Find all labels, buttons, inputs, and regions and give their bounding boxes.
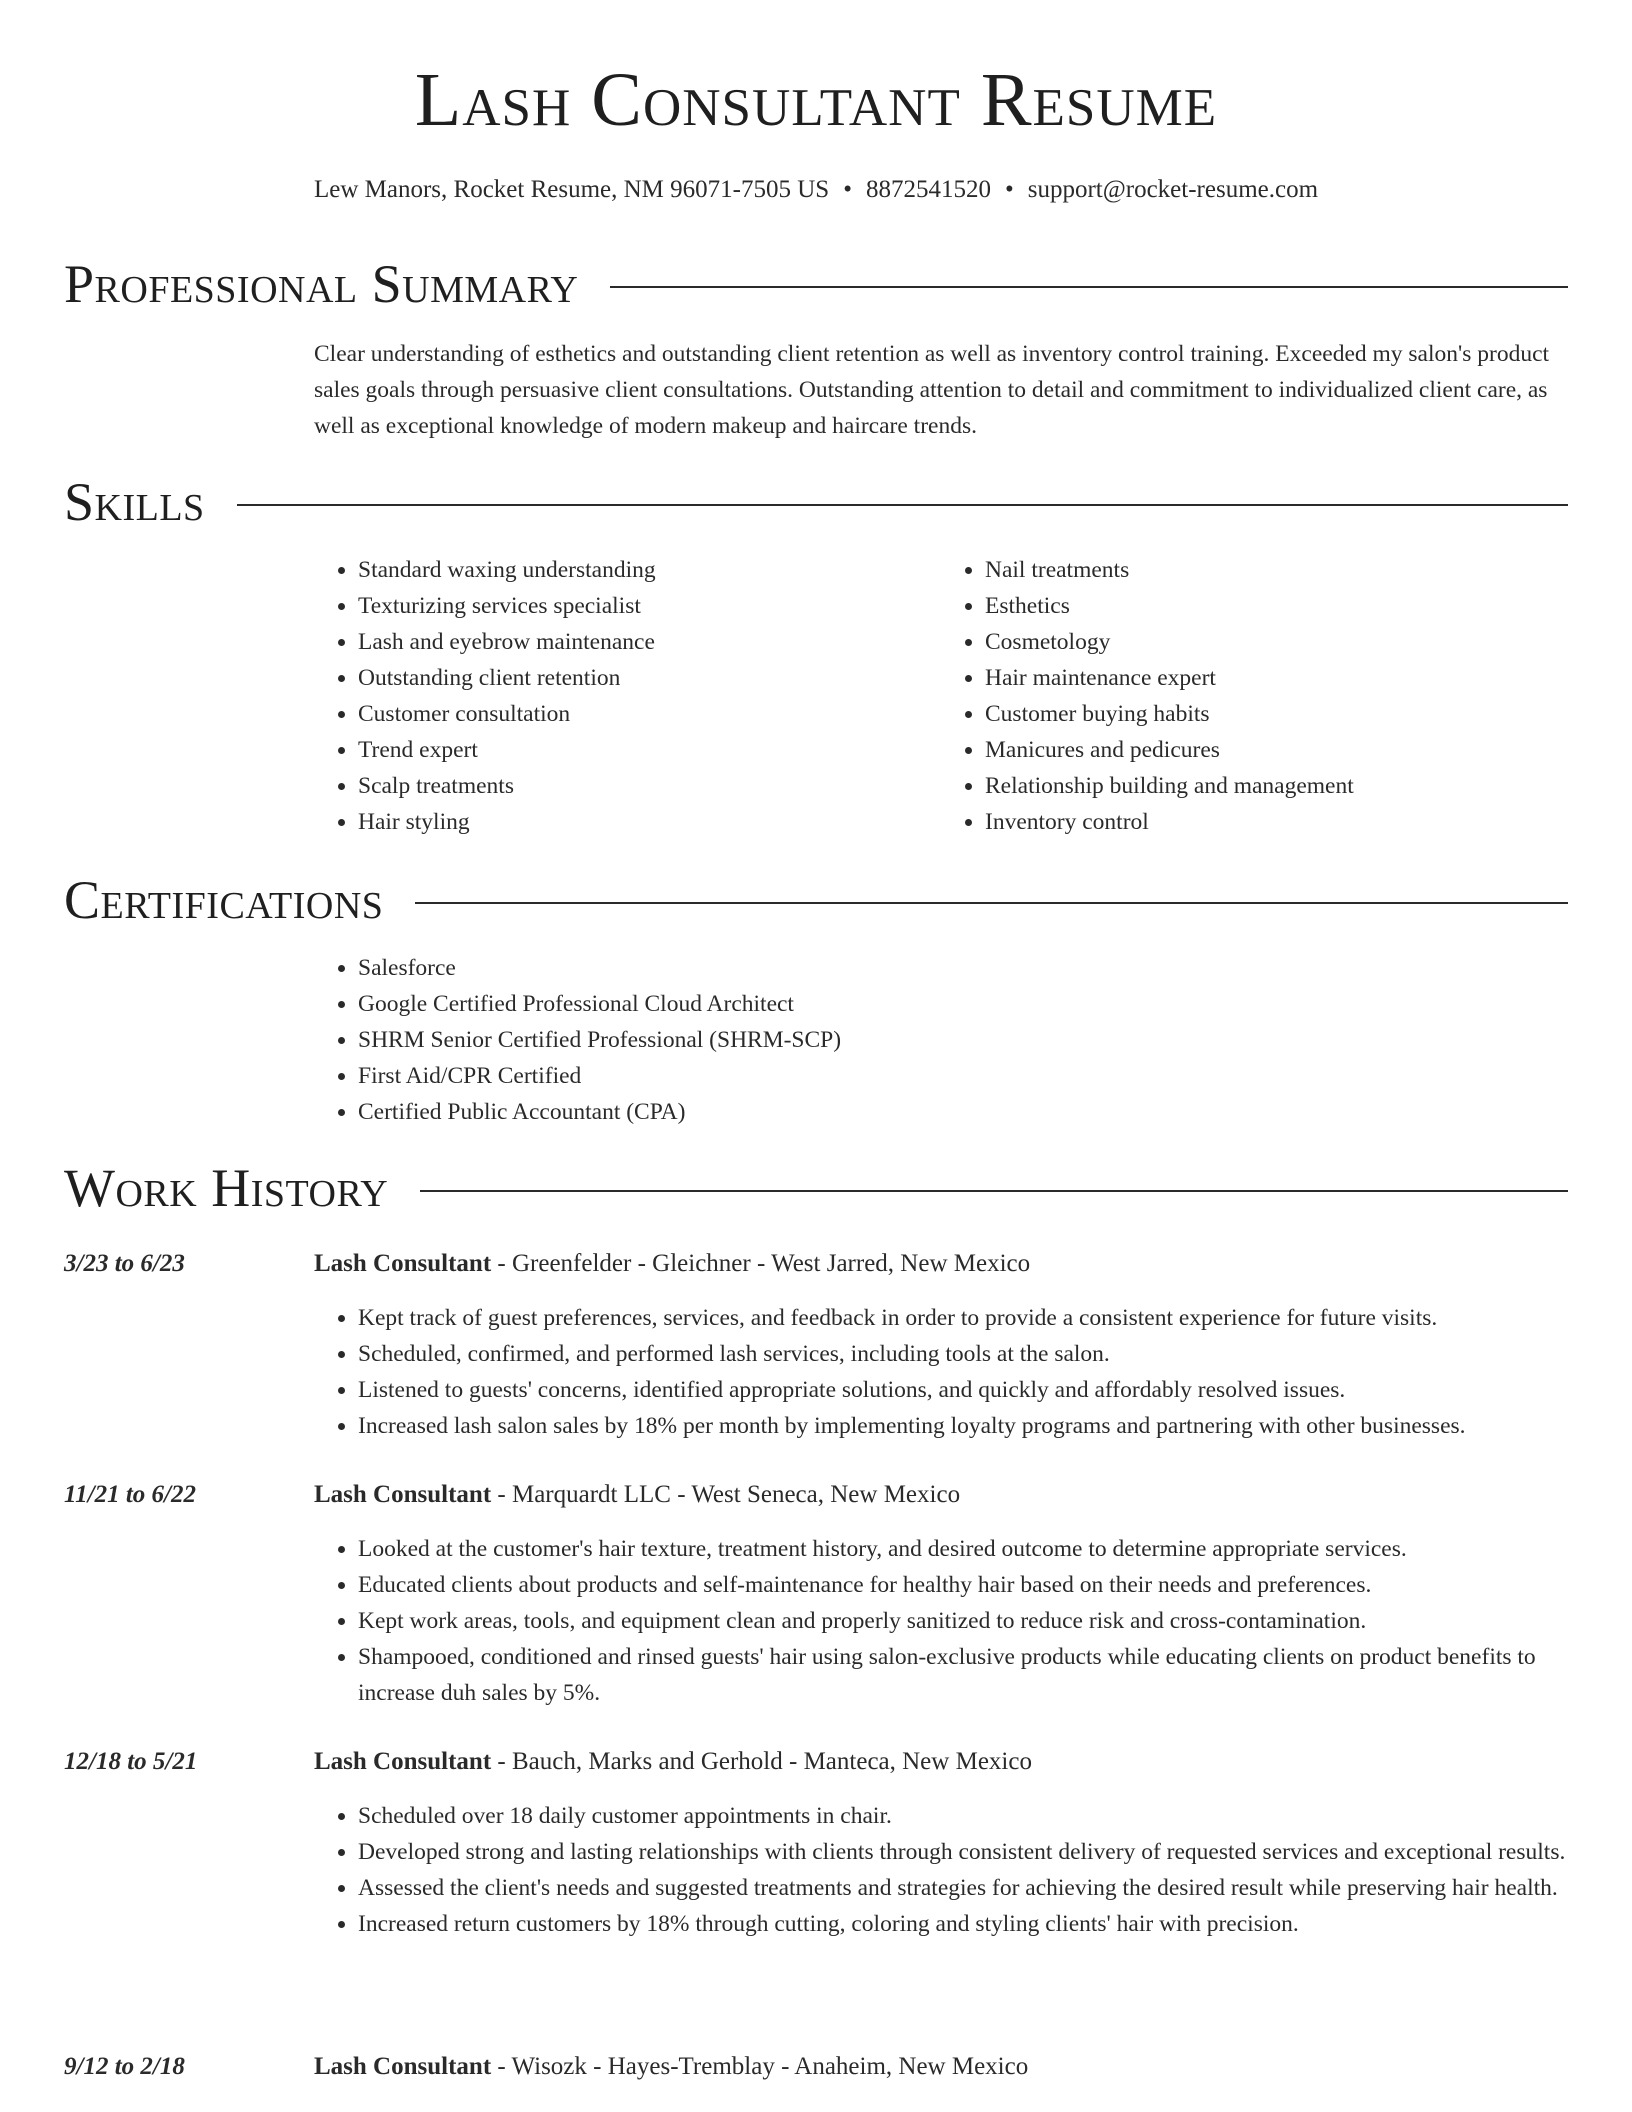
job-bullets bbox=[314, 1300, 1568, 1444]
contact-separator: • bbox=[1004, 176, 1014, 203]
skill-item: • Outstanding client retention bbox=[358, 660, 941, 696]
job-bullet: • Kept work areas, tools, and equipment clean and properly sanitized to reduce risk and cross-contamination. bbox=[358, 1603, 1568, 1639]
certification-item: • SHRM Senior Certified Professional (SHRM-SCP) bbox=[358, 1022, 1568, 1058]
job-bullet: • Shampooed, conditioned and rinsed guests' hair using salon-exclusive products while educating clients on product benefits to increase duh sales by 5%. bbox=[358, 1639, 1568, 1711]
job-details: - Marquardt LLC - West Seneca, New Mexico bbox=[491, 1481, 961, 1508]
job-dates: 3/23 to 6/23 bbox=[64, 1250, 185, 1277]
section-header bbox=[64, 470, 1568, 534]
job-bullet: • Increased lash salon sales by 18% per month by implementing loyalty programs and partnering with other businesses. bbox=[358, 1408, 1568, 1444]
job-details: - Bauch, Marks and Gerhold - Manteca, New Mexico bbox=[491, 1748, 1032, 1775]
certifications-section bbox=[64, 868, 1568, 932]
section-title: Skills bbox=[64, 472, 205, 532]
job-role: Lash Consultant bbox=[314, 1748, 492, 1775]
skill-item: • Relationship building and management bbox=[985, 768, 1568, 804]
skill-item: • Cosmetology bbox=[985, 624, 1568, 660]
job-header bbox=[314, 1477, 1568, 1513]
summary-section bbox=[64, 252, 1568, 316]
section-header bbox=[64, 868, 1568, 932]
job-bullet: • Scheduled, confirmed, and performed lash services, including tools at the salon. bbox=[358, 1336, 1568, 1372]
skill-item: • Hair styling bbox=[358, 804, 941, 840]
job-bullet: • Scheduled over 18 daily customer appointments in chair. bbox=[358, 1798, 1568, 1834]
skill-item: • Inventory control bbox=[985, 804, 1568, 840]
section-title: Certifications bbox=[64, 870, 384, 930]
skill-item: • Hair maintenance expert bbox=[985, 660, 1568, 696]
job-bullet: • Kept track of guest preferences, services, and feedback in order to provide a consistent experience for future visits. bbox=[358, 1300, 1568, 1336]
job-bullet: • Assessed the client's needs and suggested treatments and strategies for achieving the desired result while preserving hair health. bbox=[358, 1870, 1568, 1906]
job-header bbox=[314, 2049, 1568, 2085]
job-dates: 12/18 to 5/21 bbox=[64, 1748, 198, 1775]
skills-columns bbox=[314, 552, 1568, 840]
section-title: Work History bbox=[64, 1158, 389, 1218]
resume-title: Lash Consultant Resume bbox=[414, 58, 1218, 142]
skill-item: • Scalp treatments bbox=[358, 768, 941, 804]
job-role: Lash Consultant bbox=[314, 1250, 492, 1277]
skill-item: • Customer buying habits bbox=[985, 696, 1568, 732]
contact-separator: • bbox=[843, 176, 852, 203]
contact-line bbox=[0, 176, 1632, 204]
summary-text: Clear understanding of esthetics and outstanding client retention as well as inventory control training. Exceeded my salon's product sales goals through persuasive client consultations. Outstanding attention to detail and commitment to individualized client care, as well as exceptional knowledge of modern makeup and haircare trends. bbox=[314, 341, 1550, 439]
skill-item: • Trend expert bbox=[358, 732, 941, 768]
job-bullet: • Listened to guests' concerns, identified appropriate solutions, and quickly and affordably resolved issues. bbox=[358, 1372, 1568, 1408]
job-details: - Greenfelder - Gleichner - West Jarred, New Mexico bbox=[491, 1250, 1031, 1277]
job-header bbox=[314, 1744, 1568, 1780]
certification-item: • First Aid/CPR Certified bbox=[358, 1058, 1568, 1094]
job-bullet: • Developed strong and lasting relationships with clients through consistent delivery of requested services and exceptional results. bbox=[358, 1834, 1568, 1870]
job-role: Lash Consultant bbox=[314, 2053, 492, 2080]
certification-item: • Google Certified Professional Cloud Architect bbox=[358, 986, 1568, 1022]
skills-section bbox=[64, 470, 1568, 534]
job-bullets bbox=[314, 1531, 1568, 1711]
job-bullets bbox=[314, 1798, 1568, 1942]
section-header bbox=[64, 252, 1568, 316]
skills-column-right bbox=[941, 552, 1568, 840]
certifications-list bbox=[314, 950, 1568, 1130]
job-dates: 11/21 to 6/22 bbox=[64, 1481, 196, 1508]
skill-item: • Esthetics bbox=[985, 588, 1568, 624]
work-history-section bbox=[64, 1156, 1568, 1220]
contact-address: Lew Manors, Rocket Resume, NM 96071-7505 US bbox=[313, 176, 830, 203]
job-bullet: • Looked at the customer's hair texture, treatment history, and desired outcome to determine appropriate services. bbox=[358, 1531, 1568, 1567]
job-role: Lash Consultant bbox=[314, 1481, 492, 1508]
job-dates: 9/12 to 2/18 bbox=[64, 2053, 185, 2080]
contact-phone: 8872541520 bbox=[865, 176, 991, 203]
job-header bbox=[314, 1246, 1568, 1282]
section-divider bbox=[610, 286, 1568, 288]
job-bullet: • Increased return customers by 18% through cutting, coloring and styling clients' hair with precision. bbox=[358, 1906, 1568, 1942]
skill-item: • Nail treatments bbox=[985, 552, 1568, 588]
section-divider bbox=[415, 902, 1568, 904]
skill-item: • Texturizing services specialist bbox=[358, 588, 941, 624]
skills-column-left bbox=[314, 552, 941, 840]
skills-list bbox=[314, 552, 1568, 840]
certification-item: • Certified Public Accountant (CPA) bbox=[358, 1094, 1568, 1130]
section-title: Professional Summary bbox=[64, 254, 579, 314]
job-details: - Wisozk - Hayes-Tremblay - Anaheim, New Mexico bbox=[491, 2053, 1029, 2080]
skill-item: • Manicures and pedicures bbox=[985, 732, 1568, 768]
skill-item: • Customer consultation bbox=[358, 696, 941, 732]
skill-item: • Lash and eyebrow maintenance bbox=[358, 624, 941, 660]
section-divider bbox=[237, 504, 1568, 506]
contact-email[interactable]: support@rocket-resume.com bbox=[1027, 176, 1319, 203]
section-divider bbox=[420, 1190, 1568, 1192]
skill-item: • Standard waxing understanding bbox=[358, 552, 941, 588]
certifications-items bbox=[314, 950, 1568, 1130]
certification-item: • Salesforce bbox=[358, 950, 1568, 986]
section-header bbox=[64, 1156, 1568, 1220]
job-bullet: • Educated clients about products and self-maintenance for healthy hair based on their needs and preferences. bbox=[358, 1567, 1568, 1603]
